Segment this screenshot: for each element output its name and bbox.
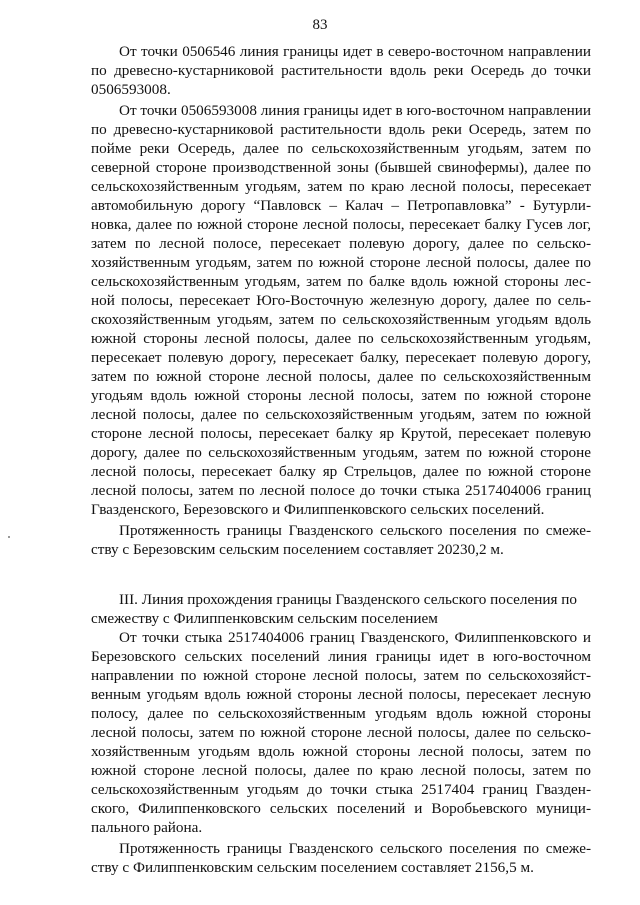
paragraph-point-2517404006: От точки стыка 2517404006 границ Гвазденского, Филиппенковского и Березовского сельских поселений линия границы идет в юго-восточном направлении по южной стороне лесной полосы, затем по сельскохозяйственным угодьям вдоль южной стороны лесной полосы, пересекает лесную полосу, далее по сельскохозяйственным угодьям вдоль южной стороны лесной полосы, затем по южной стороне лесной полосы, далее по сельскохозяйственным угодьям вдоль южной стороны лесной полосы, затем по южной стороне лесной полосы, далее по краю лесной полосы, затем по сельскохозяйственным угодьям до точки стыка 2517404 границ Гвазденского, Филиппенковского сельских поселений и Воробьевского муниципального района. xyxy=(91,629,591,836)
section-gap xyxy=(91,559,591,590)
paragraph-point-0506593008: От точки 0506593008 линия границы идет в юго-восточном направлении по древесно-кустарниковой растительности вдоль реки Осередь, затем по пойме реки Осередь, далее по сельскохозяйственным угодьям, затем по северной стороне производственной зоны (бывшей свинофермы), далее по сельскохозяйственным угодьям, затем по краю лесной полосы, пересекает автомобильную дорогу “Павловск – Калач – Петропавловка” - Бутурлиновка, далее по южной стороне лесной полосы, пересекает балку Гусев лог, затем по лесной полосе, пересекает полевую дорогу, далее по сельскохозяйственным угодьям, затем по южной стороне лесной полосы, далее по сельскохозяйственным угодьям, затем по балке вдоль южной стороны лесной полосы, пересекает Юго-Восточную железную дорогу, далее по сельскохозяйственным угодьям, затем по сельскохозяйственным угодьям вдоль южной стороны лесной полосы, далее по сельскохозяйственным угодьям, пересекает полевую дорогу, пересекает балку, пересекает полевую дорогу, затем по южной стороне лесной полосы, далее по сельскохозяйственным угодьям вдоль южной стороны лесной полосы, затем по южной стороне лесной полосы, далее по сельскохозяйственным угодьям, затем по южной стороне лесной полосы, пересекает балку яр Крутой, пересекает полевую дорогу, далее по сельскохозяйственным угодьям, затем по южной стороне лесной полосы, пересекает балку яр Стрельцов, далее по южной стороне лесной полосы, затем по лесной полосе до точки стыка 2517404006 границ Гвазденского, Березовского и Филиппенковского сельских поселений. xyxy=(91,102,591,518)
paragraph-point-0506546: От точки 0506546 линия границы идет в северо-восточном направлении по древесно-кустарниковой растительности вдоль реки Осередь до точки 0506593008. xyxy=(91,43,591,98)
section-heading-iii: III. Линия прохождения границы Гвазденского сельского поселения по смежеству с Филиппенковским сельским поселением xyxy=(91,591,577,627)
paragraph-length-berezovsky: Протяженность границы Гвазденского сельского поселения по смежеству с Березовским сельским поселением составляет 20230,2 м. xyxy=(91,522,591,558)
margin-mark xyxy=(8,536,10,538)
page-number: 83 xyxy=(312,17,328,33)
document-body xyxy=(91,42,591,877)
paragraph-length-filippenkovsky: Протяженность границы Гвазденского сельского поселения по смежеству с Филиппенковским сельским поселением составляет 2156,5 м. xyxy=(91,840,591,876)
